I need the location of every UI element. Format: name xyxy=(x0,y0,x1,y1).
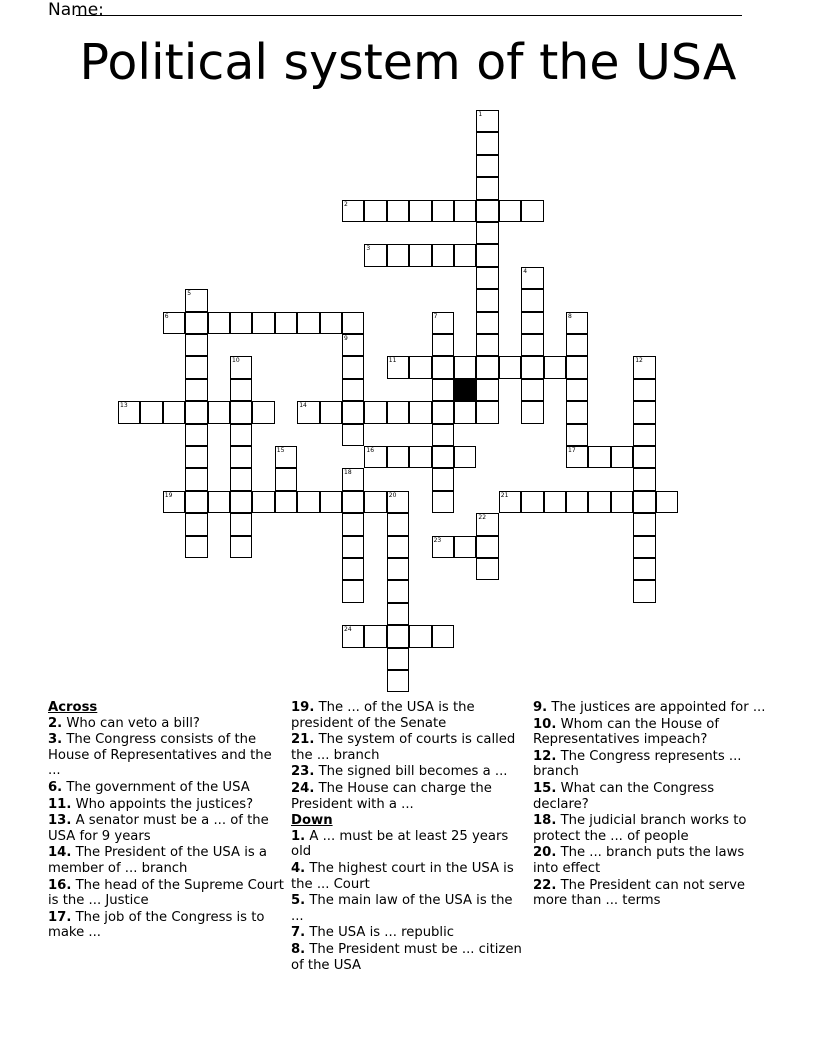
clue-text: The USA is ... republic xyxy=(305,925,454,941)
clue-text: Whom can the House of Representatives impeach? xyxy=(533,716,720,748)
grid-cell[interactable] xyxy=(364,491,386,513)
grid-cell[interactable] xyxy=(566,401,588,423)
grid-cell[interactable] xyxy=(633,580,655,602)
grid-cell[interactable] xyxy=(230,468,252,490)
grid-cell[interactable] xyxy=(476,379,498,401)
cell-number: 21 xyxy=(500,491,509,499)
grid-cell[interactable] xyxy=(499,491,521,513)
grid-cell[interactable] xyxy=(275,468,297,490)
grid-cell[interactable] xyxy=(499,200,521,222)
grid-cell[interactable] xyxy=(656,491,678,513)
down-clue-20 xyxy=(533,845,769,876)
across-clue-13 xyxy=(48,813,284,844)
clue-text: The signed bill becomes a ... xyxy=(314,764,508,780)
grid-cell[interactable] xyxy=(633,424,655,446)
grid-cell[interactable] xyxy=(454,200,476,222)
clue-number: 24. xyxy=(291,780,315,796)
grid-cell[interactable] xyxy=(342,312,364,334)
grid-cell[interactable] xyxy=(633,558,655,580)
grid-cell[interactable] xyxy=(499,356,521,378)
grid-cell[interactable] xyxy=(633,468,655,490)
clue-text: The justices are appointed for ... xyxy=(547,700,766,715)
clue-text: A senator must be a ... of the USA for 9 years xyxy=(48,813,269,844)
down-clue-15 xyxy=(533,781,769,812)
cell-number: 2 xyxy=(344,200,348,208)
across-clue-list-continued xyxy=(291,700,527,812)
grid-cell[interactable] xyxy=(454,536,476,558)
grid-cell[interactable] xyxy=(588,446,610,468)
grid-cell[interactable] xyxy=(566,446,588,468)
grid-cell[interactable] xyxy=(476,312,498,334)
clue-number: 7. xyxy=(291,925,306,941)
grid-cell[interactable] xyxy=(275,491,297,513)
cell-number: 24 xyxy=(344,626,352,634)
cell-number: 18 xyxy=(344,469,352,477)
down-clue-10 xyxy=(533,717,769,748)
down-heading: Down xyxy=(291,813,333,829)
clue-text: The Congress consists of the House of Representatives and the ... xyxy=(48,732,272,779)
grid-cell[interactable] xyxy=(208,401,230,423)
grid-cell[interactable] xyxy=(454,244,476,266)
cell-number: 17 xyxy=(568,447,576,454)
grid-cell[interactable] xyxy=(432,491,454,513)
grid-cell[interactable] xyxy=(342,334,364,356)
grid-cell[interactable] xyxy=(566,491,588,513)
grid-cell[interactable] xyxy=(566,334,588,356)
grid-cell[interactable] xyxy=(342,491,364,513)
grid-cell[interactable] xyxy=(476,513,498,535)
grid-cell[interactable] xyxy=(633,446,655,468)
clue-text: The highest court in the USA is the ... Court xyxy=(291,860,514,892)
grid-cell[interactable] xyxy=(409,356,431,378)
grid-cell[interactable] xyxy=(342,401,364,423)
grid-cell[interactable] xyxy=(230,424,252,446)
grid-cell[interactable] xyxy=(342,580,364,602)
grid-cell[interactable] xyxy=(342,513,364,535)
clue-number: 3. xyxy=(48,732,63,748)
clue-text: Who appoints the justices? xyxy=(71,796,254,812)
grid-cell[interactable] xyxy=(185,334,207,356)
grid-cell[interactable] xyxy=(566,356,588,378)
grid-cell[interactable] xyxy=(275,446,297,468)
grid-cell[interactable] xyxy=(476,222,498,244)
clue-number: 9. xyxy=(533,700,548,715)
grid-cell[interactable] xyxy=(521,356,543,378)
grid-cell[interactable] xyxy=(342,468,364,490)
grid-cell[interactable] xyxy=(364,401,386,423)
grid-cell[interactable] xyxy=(230,491,252,513)
grid-cell[interactable] xyxy=(208,312,230,334)
cell-number: 10 xyxy=(232,357,240,365)
down-clue-list xyxy=(291,829,527,973)
grid-cell[interactable] xyxy=(364,625,386,647)
clue-text: The ... of the USA is the president of the Senate xyxy=(291,700,475,731)
clue-number: 2. xyxy=(48,715,63,731)
grid-cell[interactable] xyxy=(409,200,431,222)
grid-cell[interactable] xyxy=(230,312,252,334)
grid-cell[interactable] xyxy=(432,356,454,378)
grid-cell[interactable] xyxy=(588,491,610,513)
grid-cell[interactable] xyxy=(387,558,409,580)
grid-cell[interactable] xyxy=(364,200,386,222)
grid-cell[interactable] xyxy=(432,244,454,266)
grid-cell[interactable] xyxy=(454,356,476,378)
grid-cell[interactable] xyxy=(185,401,207,423)
grid-cell[interactable] xyxy=(252,491,274,513)
grid-cell[interactable] xyxy=(566,379,588,401)
grid-cell[interactable] xyxy=(185,536,207,558)
grid-cell[interactable] xyxy=(633,401,655,423)
grid-cell[interactable] xyxy=(185,289,207,311)
grid-cell[interactable] xyxy=(185,424,207,446)
clue-text: What can the Congress declare? xyxy=(533,780,715,812)
grid-cell[interactable] xyxy=(476,155,498,177)
grid-cell[interactable] xyxy=(342,379,364,401)
grid-cell[interactable] xyxy=(521,491,543,513)
clue-number: 5. xyxy=(291,893,306,909)
down-clue-1 xyxy=(291,829,527,860)
grid-cell[interactable] xyxy=(342,536,364,558)
grid-cell[interactable] xyxy=(364,244,386,266)
across-clue-19 xyxy=(291,700,527,731)
grid-cell[interactable] xyxy=(230,356,252,378)
grid-cell[interactable] xyxy=(185,356,207,378)
cell-number: 22 xyxy=(478,514,487,522)
clue-text: The main law of the USA is the ... xyxy=(291,893,513,924)
clues-column-3 xyxy=(533,700,769,910)
clue-text: The head of the Supreme Court is the ... Justice xyxy=(48,877,284,909)
grid-cell[interactable] xyxy=(342,625,364,647)
clues-column-2 xyxy=(291,700,527,974)
grid-cell[interactable] xyxy=(432,401,454,423)
cell-number: 13 xyxy=(120,402,128,410)
clue-text: The Congress represents ... branch xyxy=(533,748,742,780)
clue-number: 18. xyxy=(533,813,557,829)
cell-number: 23 xyxy=(433,536,442,544)
grid-cell[interactable] xyxy=(633,379,655,401)
down-clue-12 xyxy=(533,749,769,780)
grid-cell[interactable] xyxy=(633,356,655,378)
grid-cell[interactable] xyxy=(118,401,140,423)
grid-cell[interactable] xyxy=(566,312,588,334)
grid-cell[interactable] xyxy=(320,401,342,423)
grid-cell[interactable] xyxy=(342,558,364,580)
clue-number: 6. xyxy=(48,779,63,795)
clue-number: 15. xyxy=(533,780,557,796)
grid-cell[interactable] xyxy=(476,244,498,266)
page-title: Political system of the USA xyxy=(79,34,737,91)
grid-cell[interactable] xyxy=(342,356,364,378)
grid-cell[interactable] xyxy=(476,289,498,311)
across-clue-6 xyxy=(48,780,284,796)
grid-cell[interactable] xyxy=(342,424,364,446)
grid-cell[interactable] xyxy=(387,670,409,692)
cell-number: 5 xyxy=(187,290,192,298)
clue-text: The House can charge the President with a ... xyxy=(291,780,492,812)
grid-cell[interactable] xyxy=(432,424,454,446)
grid-cell[interactable] xyxy=(297,312,319,334)
grid-cell[interactable] xyxy=(476,536,498,558)
cell-number: 6 xyxy=(164,312,169,320)
grid-cell[interactable] xyxy=(476,110,498,132)
grid-cell[interactable] xyxy=(230,401,252,423)
grid-cell[interactable] xyxy=(521,379,543,401)
across-clue-3 xyxy=(48,732,284,779)
grid-cell[interactable] xyxy=(297,401,319,423)
cell-number: 20 xyxy=(388,491,397,499)
grid-cell[interactable] xyxy=(230,446,252,468)
grid-cell[interactable] xyxy=(208,491,230,513)
clue-number: 4. xyxy=(291,860,306,876)
grid-cell[interactable] xyxy=(387,200,409,222)
clue-number: 1. xyxy=(291,828,306,844)
clue-text: The ... branch puts the laws into effect xyxy=(533,845,745,876)
grid-cell[interactable] xyxy=(387,536,409,558)
clue-number: 11. xyxy=(48,796,72,812)
grid-cell[interactable] xyxy=(432,312,454,334)
clue-text: The President can not serve more than ... terms xyxy=(533,877,745,909)
clue-text: The government of the USA xyxy=(62,779,250,795)
grid-cell[interactable] xyxy=(230,513,252,535)
down-clue-22 xyxy=(533,878,769,909)
clue-number: 16. xyxy=(48,877,72,893)
grid-cell[interactable] xyxy=(566,424,588,446)
cell-number: 12 xyxy=(635,357,643,365)
grid-cell[interactable] xyxy=(297,491,319,513)
grid-cell[interactable] xyxy=(185,446,207,468)
grid-cell[interactable] xyxy=(342,200,364,222)
clue-number: 22. xyxy=(533,877,557,893)
across-clue-21 xyxy=(291,732,527,763)
clue-text: The job of the Congress is to make ... xyxy=(48,909,265,941)
cell-number: 16 xyxy=(366,447,375,454)
grid-cell[interactable] xyxy=(387,603,409,625)
down-clue-5 xyxy=(291,893,527,924)
clue-text: Who can veto a bill? xyxy=(62,715,200,731)
grid-cell[interactable] xyxy=(185,513,207,535)
grid-cell[interactable] xyxy=(387,446,409,468)
clue-text: A ... must be at least 25 years old xyxy=(291,828,509,860)
grid-cell[interactable] xyxy=(185,468,207,490)
grid-cell[interactable] xyxy=(521,401,543,423)
grid-cell[interactable] xyxy=(387,625,409,647)
grid-cell[interactable] xyxy=(521,289,543,311)
grid-cell[interactable] xyxy=(521,312,543,334)
grid-cell[interactable] xyxy=(185,312,207,334)
grid-cell[interactable] xyxy=(409,625,431,647)
across-clue-14 xyxy=(48,845,284,876)
clue-number: 21. xyxy=(291,732,315,748)
clue-text: The President of the USA is a member of ... branch xyxy=(48,845,268,876)
grid-cell[interactable] xyxy=(521,334,543,356)
clue-number: 19. xyxy=(291,700,315,715)
grid-cell[interactable] xyxy=(320,491,342,513)
across-clue-list xyxy=(48,716,284,941)
grid-cell[interactable] xyxy=(476,200,498,222)
down-clue-18 xyxy=(533,813,769,844)
grid-cell[interactable] xyxy=(432,379,454,401)
grid-cell[interactable] xyxy=(409,401,431,423)
grid-cell[interactable] xyxy=(252,401,274,423)
grid-cell[interactable] xyxy=(387,580,409,602)
grid-cell[interactable] xyxy=(432,334,454,356)
grid-cell[interactable] xyxy=(432,468,454,490)
grid-cell[interactable] xyxy=(633,491,655,513)
grid-cell[interactable] xyxy=(387,648,409,670)
grid-cell[interactable] xyxy=(476,334,498,356)
name-label: Name: xyxy=(48,0,104,20)
clue-text: The system of courts is called the ... branch xyxy=(291,732,516,763)
down-clue-7 xyxy=(291,925,527,941)
cell-number: 8 xyxy=(568,312,572,320)
grid-cell[interactable] xyxy=(633,536,655,558)
grid-cell[interactable] xyxy=(387,513,409,535)
across-clue-23 xyxy=(291,764,527,780)
clue-number: 14. xyxy=(48,845,72,861)
cell-number: 14 xyxy=(299,402,307,410)
grid-cell[interactable] xyxy=(230,379,252,401)
grid-cell[interactable] xyxy=(633,513,655,535)
grid-cell[interactable] xyxy=(432,446,454,468)
clue-text: The President must be ... citizen of the USA xyxy=(291,941,522,973)
across-clue-2 xyxy=(48,716,284,732)
grid-cell[interactable] xyxy=(320,312,342,334)
down-clue-9 xyxy=(533,700,769,716)
grid-cell[interactable] xyxy=(476,401,498,423)
grid-cell[interactable] xyxy=(387,491,409,513)
clue-number: 10. xyxy=(533,716,557,732)
black-cell xyxy=(454,379,476,401)
clue-number: 20. xyxy=(533,845,557,861)
cell-number: 15 xyxy=(276,447,285,454)
grid-cell[interactable] xyxy=(409,446,431,468)
grid-cell[interactable] xyxy=(521,267,543,289)
cell-number: 3 xyxy=(366,245,371,253)
grid-cell[interactable] xyxy=(544,491,566,513)
grid-cell[interactable] xyxy=(163,401,185,423)
grid-cell[interactable] xyxy=(432,536,454,558)
grid-cell[interactable] xyxy=(185,379,207,401)
grid-cell[interactable] xyxy=(163,312,185,334)
grid-cell[interactable] xyxy=(611,491,633,513)
cell-number: 19 xyxy=(164,491,173,499)
grid-cell[interactable] xyxy=(454,446,476,468)
grid-cell[interactable] xyxy=(454,401,476,423)
cell-number: 9 xyxy=(344,335,348,342)
grid-cell[interactable] xyxy=(409,244,431,266)
cell-number: 7 xyxy=(433,312,438,320)
clue-number: 13. xyxy=(48,813,72,829)
grid-cell[interactable] xyxy=(476,267,498,289)
grid-cell[interactable] xyxy=(387,356,409,378)
across-clue-16 xyxy=(48,878,284,909)
across-clue-11 xyxy=(48,797,284,813)
cell-number: 11 xyxy=(388,357,397,365)
grid-cell[interactable] xyxy=(364,446,386,468)
clue-number: 12. xyxy=(533,748,557,764)
grid-cell[interactable] xyxy=(476,177,498,199)
grid-cell[interactable] xyxy=(387,244,409,266)
grid-cell[interactable] xyxy=(163,491,185,513)
grid-cell[interactable] xyxy=(185,491,207,513)
grid-cell[interactable] xyxy=(544,356,566,378)
grid-cell[interactable] xyxy=(611,446,633,468)
grid-cell[interactable] xyxy=(140,401,162,423)
grid-cell[interactable] xyxy=(476,132,498,154)
grid-cell[interactable] xyxy=(432,200,454,222)
grid-cell[interactable] xyxy=(252,312,274,334)
clue-number: 8. xyxy=(291,941,306,957)
grid-cell[interactable] xyxy=(230,536,252,558)
down-clue-8 xyxy=(291,942,527,973)
across-clue-24 xyxy=(291,781,527,812)
cell-number: 1 xyxy=(478,111,483,118)
clue-text: The judicial branch works to protect the ... of people xyxy=(533,813,747,844)
grid-cell[interactable] xyxy=(432,625,454,647)
down-clue-4 xyxy=(291,861,527,892)
grid-cell[interactable] xyxy=(476,558,498,580)
across-heading: Across xyxy=(48,700,98,715)
down-clue-list-continued xyxy=(533,700,769,909)
grid-cell[interactable] xyxy=(387,401,409,423)
clue-number: 23. xyxy=(291,764,315,780)
across-clue-17 xyxy=(48,910,284,941)
grid-cell[interactable] xyxy=(476,356,498,378)
clue-number: 17. xyxy=(48,909,72,925)
clues-column-1 xyxy=(48,700,284,942)
grid-cell[interactable] xyxy=(275,312,297,334)
cell-number: 4 xyxy=(523,267,528,275)
grid-cell[interactable] xyxy=(521,200,543,222)
